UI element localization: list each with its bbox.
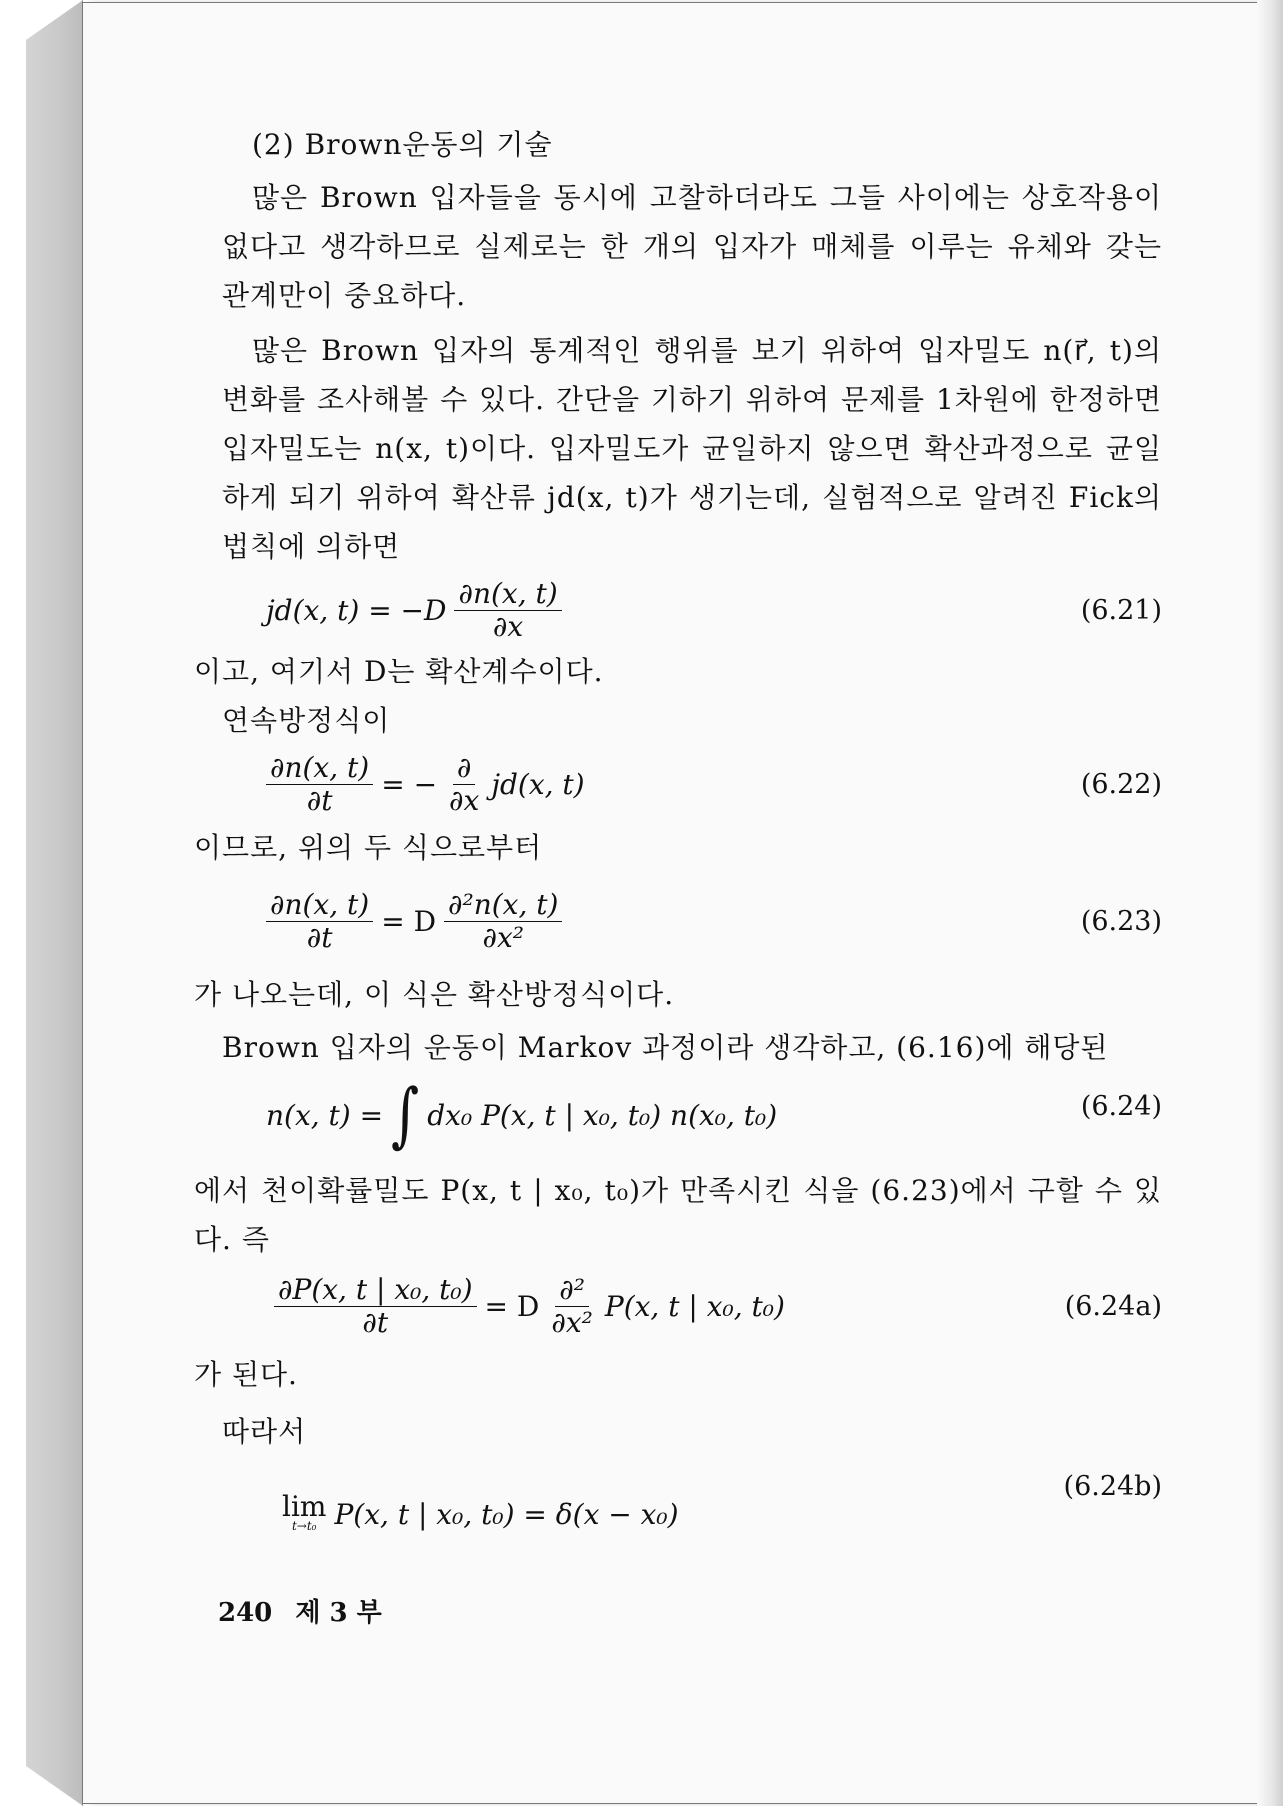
eq5-operator: = D	[484, 1289, 540, 1323]
book-spine	[26, 0, 83, 1806]
eq6-number: (6.24b)	[1063, 1471, 1162, 1502]
page-content	[194, 120, 1162, 1552]
paragraph-1: 많은 Brown 입자들을 동시에 고찰하더라도 그들 사이에는 상호작용이 없다고 생각하므로 실제로는 한 개의 입자가 매체를 이루는 유체와 갖는 관계만이 중요하다.	[222, 181, 1162, 312]
markov-text: Brown 입자의 운동이 Markov 과정이라 생각하고, (6.16)에 해당된	[222, 1031, 1109, 1064]
eq2-numerator-2: ∂	[453, 752, 475, 785]
eq1-number: (6.21)	[1080, 594, 1162, 626]
equation-6-22	[222, 749, 1162, 819]
limit-operator	[282, 1490, 327, 1533]
eq2-fraction-left	[266, 752, 373, 817]
eq3-number: (6.23)	[1080, 905, 1162, 937]
eq2-fraction-right	[445, 752, 483, 817]
text-after-eq4: 에서 천이확률밀도 P(x, t | x₀, t₀)가 만족시킨 식을 (6.23)에서 구할 수 있다. 즉	[194, 1174, 1162, 1256]
text-after-eq2: 이므로, 위의 두 식으로부터	[194, 831, 543, 864]
integral-sign: ∫	[391, 1073, 420, 1156]
eq5-fraction-left	[274, 1274, 477, 1339]
eq5-denominator: ∂t	[362, 1305, 389, 1339]
eq5-numerator-2: ∂²	[555, 1274, 589, 1307]
page-footer	[218, 1592, 396, 1629]
page-edge	[1257, 0, 1283, 1806]
therefore-text: 따라서	[222, 1415, 307, 1448]
eq2-denominator-2: ∂x	[449, 783, 480, 817]
equation-6-24a	[222, 1268, 1162, 1344]
eq1-numerator: ∂n(x, t)	[454, 578, 561, 611]
eq5-rhs: P(x, t | x₀, t₀)	[604, 1289, 785, 1323]
eq6-rhs: P(x, t | x₀, t₀) = δ(x − x₀)	[334, 1497, 679, 1531]
eq3-numerator: ∂n(x, t)	[266, 889, 373, 922]
eq2-numerator: ∂n(x, t)	[266, 752, 373, 785]
eq3-denominator: ∂t	[306, 920, 333, 954]
eq1-denominator: ∂x	[492, 609, 524, 643]
lim-label: lim	[282, 1490, 327, 1523]
equation-6-21	[222, 576, 1162, 643]
page-number: 240	[218, 1598, 273, 1628]
eq3-operator: = D	[381, 904, 437, 938]
eq3-fraction-right	[444, 889, 562, 954]
eq5-numerator: ∂P(x, t | x₀, t₀)	[274, 1274, 477, 1307]
eq2-number: (6.22)	[1080, 768, 1162, 800]
text-after-eq1: 이고, 여기서 D는 확산계수이다.	[194, 655, 604, 688]
text-after-eq3: 가 나오는데, 이 식은 확산방정식이다.	[194, 978, 675, 1011]
eq5-denominator-2: ∂x²	[551, 1305, 593, 1339]
eq4-rhs: dx₀ P(x, t | x₀, t₀) n(x₀, t₀)	[427, 1098, 778, 1132]
equation-6-23	[222, 884, 1162, 958]
eq1-fraction	[454, 578, 561, 643]
part-label: 제 3 부	[295, 1598, 382, 1628]
eq4-number: (6.24)	[1080, 1091, 1162, 1122]
text-after-eq5: 가 된다.	[194, 1358, 298, 1391]
eq2-operator: = −	[381, 767, 438, 801]
eq3-numerator-2: ∂²n(x, t)	[444, 889, 562, 922]
eq2-rhs: jd(x, t)	[491, 767, 585, 801]
eq1-lhs: jd(x, t) = −D	[266, 593, 447, 627]
eq3-denominator-2: ∂x²	[482, 920, 524, 954]
continuity-intro: 연속방정식이	[222, 704, 391, 737]
section-title: (2) Brown운동의 기술	[252, 128, 553, 161]
eq5-number: (6.24a)	[1064, 1290, 1162, 1322]
equation-6-24b	[222, 1462, 1162, 1546]
eq5-fraction-right	[547, 1274, 597, 1339]
eq4-lhs: n(x, t) =	[266, 1098, 384, 1132]
eq2-denominator: ∂t	[306, 783, 333, 817]
paragraph-2: 많은 Brown 입자의 통계적인 행위를 보기 위하여 입자밀도 n(r⃗, t)의 변화를 조사해볼 수 있다. 간단을 기하기 위하여 문제를 1차원에 한정하면 입자밀도는 n(x, t)이다. 입자밀도가 균일하지 않으면 확산과정으로 균일하게 되기 위하여 확산류 jd(x, t)가 생기는데, 실험적으로 알려진 Fick의 법칙에 의하면	[222, 334, 1162, 563]
eq3-fraction-left	[266, 889, 373, 954]
lim-subscript: t→t₀	[291, 1519, 317, 1533]
equation-6-24	[222, 1073, 1162, 1156]
